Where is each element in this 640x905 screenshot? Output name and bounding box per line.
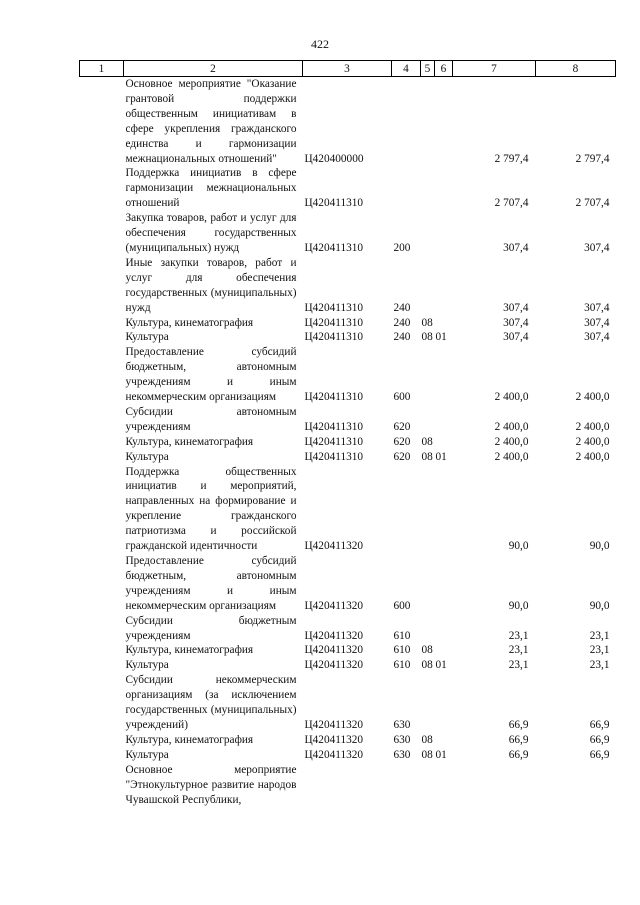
- target-article-code: Ц420411310: [304, 420, 364, 433]
- expense-type-code: 600: [393, 599, 411, 612]
- amount-col7: 90,0: [508, 540, 529, 553]
- section-code: [421, 405, 435, 435]
- expense-type-code: 630: [393, 733, 411, 746]
- row-number-cell: [80, 763, 124, 808]
- target-article-code: Ц420411320: [304, 540, 364, 553]
- section-code: [421, 554, 435, 614]
- section-code: [421, 77, 435, 167]
- table-row: [80, 658, 616, 673]
- item-name: Иные закупки товаров, работ и услуг для обеспечения государственных (муниципальных) нужд: [125, 256, 297, 314]
- item-name: Культура: [125, 748, 169, 761]
- amount-col8: 23,1: [589, 644, 610, 657]
- table-row: [80, 345, 616, 405]
- item-name: Культура, кинематография: [125, 733, 254, 746]
- target-article-code: Ц420411310: [304, 197, 364, 210]
- row-number-cell: [80, 77, 124, 167]
- section-code: 08: [421, 316, 433, 329]
- subsection-code: 01: [435, 659, 447, 672]
- amount-col8: 2 797,4: [575, 152, 610, 165]
- page-number: 422: [311, 37, 329, 51]
- amount-col7: [453, 763, 536, 808]
- table-row: [80, 256, 616, 316]
- row-number-cell: [80, 435, 124, 450]
- amount-col7: 307,4: [503, 241, 529, 254]
- row-number-cell: [80, 450, 124, 465]
- section-code: 08: [421, 450, 433, 463]
- amount-col8: 90,0: [589, 540, 610, 553]
- expense-type-code: 600: [393, 391, 411, 404]
- expense-type-code: 610: [393, 629, 411, 642]
- subsection-code: [435, 166, 453, 211]
- item-name: Поддержка инициатив в сфере гармонизации межнациональных отношений: [125, 167, 297, 210]
- amount-col8: 2 400,0: [575, 420, 610, 433]
- target-article-code: Ц420411310: [304, 241, 364, 254]
- subsection-code: [435, 673, 453, 733]
- column-number: 4: [392, 61, 421, 77]
- amount-col7: 2 797,4: [494, 152, 529, 165]
- target-article-code: Ц420411320: [304, 748, 364, 761]
- amount-col7: 2 400,0: [494, 420, 529, 433]
- target-article-code: Ц420411310: [304, 391, 364, 404]
- row-number-cell: [80, 211, 124, 256]
- expense-type-code: 240: [393, 316, 411, 329]
- target-article-code: Ц420411310: [304, 331, 364, 344]
- item-name: Субсидии некоммерческим организациям (за исключением государственных (муниципальных) учреждений): [125, 674, 297, 731]
- expense-type-code: 610: [393, 659, 411, 672]
- amount-col8: 66,9: [589, 718, 610, 731]
- amount-col7: 90,0: [508, 599, 529, 612]
- expense-type-code: 200: [393, 241, 411, 254]
- subsection-code: 01: [435, 331, 447, 344]
- table-row: [80, 673, 616, 733]
- column-number: 3: [303, 61, 392, 77]
- expense-type-code: 620: [393, 435, 411, 448]
- subsection-code: 01: [435, 450, 447, 463]
- section-code: 08: [421, 733, 433, 746]
- subsection-code: [435, 733, 453, 748]
- amount-col7: 2 707,4: [494, 197, 529, 210]
- amount-col7: 23,1: [508, 629, 529, 642]
- amount-col8: 2 400,0: [575, 391, 610, 404]
- column-number-row: [80, 61, 616, 77]
- target-article-code: Ц420411310: [304, 450, 364, 463]
- row-number-cell: [80, 345, 124, 405]
- amount-col8: 2 400,0: [575, 435, 610, 448]
- expense-type-code: 630: [393, 748, 411, 761]
- amount-col7: 2 400,0: [494, 450, 529, 463]
- row-number-cell: [80, 465, 124, 554]
- amount-col7: 307,4: [503, 316, 529, 329]
- item-name: Культура: [125, 331, 169, 344]
- amount-col8: [536, 763, 616, 808]
- column-number: 2: [124, 61, 303, 77]
- row-number-cell: [80, 405, 124, 435]
- row-number-cell: [80, 673, 124, 733]
- subsection-code: [435, 554, 453, 614]
- amount-col8: 307,4: [584, 316, 610, 329]
- row-number-cell: [80, 316, 124, 331]
- table-row: [80, 316, 616, 331]
- expense-type-code: 240: [393, 301, 411, 314]
- amount-col7: 66,9: [508, 733, 529, 746]
- amount-col8: 2 400,0: [575, 450, 610, 463]
- item-name: Предоставление субсидий бюджетным, автономным учреждениям и иным некоммерческим организациям: [125, 555, 297, 612]
- item-name: Культура: [125, 659, 169, 672]
- column-number: 5: [421, 61, 435, 77]
- target-article-code: [303, 763, 392, 808]
- row-number-cell: [80, 554, 124, 614]
- item-name: Основное мероприятие "Оказание грантовой поддержки общественным инициативам в сфере укрепления гражданского единства и гармонизации межнациональных отношений": [125, 78, 297, 165]
- table-row: [80, 211, 616, 256]
- column-number: 7: [453, 61, 536, 77]
- expense-type-code: 630: [393, 718, 411, 731]
- budget-table: [79, 60, 616, 807]
- section-code: 08: [421, 659, 433, 672]
- section-code: [421, 673, 435, 733]
- item-name: Предоставление субсидий бюджетным, автономным учреждениям и иным некоммерческим организациям: [125, 346, 297, 404]
- item-name: Поддержка общественных инициатив и мероприятий, направленных на формирование и укрепление гражданского патриотизма и российской гражданской идентичности: [125, 465, 297, 553]
- amount-col8: 307,4: [584, 241, 610, 254]
- column-number: 8: [536, 61, 616, 77]
- amount-col8: 307,4: [584, 331, 610, 344]
- expense-type-code: 240: [393, 331, 411, 344]
- target-article-code: Ц420411310: [304, 301, 364, 314]
- section-code: 08: [421, 331, 433, 344]
- table-row: [80, 763, 616, 808]
- amount-col8: 307,4: [584, 301, 610, 314]
- subsection-code: [435, 614, 453, 644]
- row-number-cell: [80, 256, 124, 316]
- subsection-code: [435, 211, 453, 256]
- section-code: 08: [421, 748, 433, 761]
- section-code: [421, 763, 435, 808]
- amount-col8: 66,9: [589, 733, 610, 746]
- section-code: [421, 614, 435, 644]
- section-code: [421, 465, 435, 554]
- expense-type-code: 610: [393, 644, 411, 657]
- subsection-code: [435, 435, 453, 450]
- amount-col7: 2 400,0: [494, 435, 529, 448]
- item-name: Субсидии бюджетным учреждениям: [125, 614, 297, 642]
- row-number-cell: [80, 643, 124, 658]
- section-code: 08: [421, 644, 433, 657]
- row-number-cell: [80, 658, 124, 673]
- table-row: [80, 614, 616, 644]
- row-number-cell: [80, 733, 124, 748]
- subsection-code: [435, 465, 453, 554]
- section-code: [421, 256, 435, 316]
- expense-type-code: [392, 77, 421, 167]
- subsection-code: [435, 345, 453, 405]
- table-row: [80, 733, 616, 748]
- amount-col8: 90,0: [589, 599, 610, 612]
- table-row: [80, 435, 616, 450]
- target-article-code: Ц420411310: [304, 316, 364, 329]
- subsection-code: 01: [435, 748, 447, 761]
- table-row: [80, 748, 616, 763]
- subsection-code: [435, 77, 453, 167]
- item-name: Культура, кинематография: [125, 316, 254, 329]
- row-number-cell: [80, 330, 124, 345]
- expense-type-code: [392, 763, 421, 808]
- table-row: [80, 465, 616, 554]
- item-name: Закупка товаров, работ и услуг для обеспечения государственных (муниципальных) нужд: [125, 212, 297, 254]
- amount-col7: 307,4: [503, 331, 529, 344]
- subsection-code: [435, 643, 453, 658]
- section-code: [421, 166, 435, 211]
- target-article-code: Ц420411320: [304, 629, 364, 642]
- table-row: [80, 643, 616, 658]
- amount-col7: 66,9: [508, 718, 529, 731]
- amount-col7: 23,1: [508, 644, 529, 657]
- item-name: Субсидии автономным учреждениям: [125, 405, 297, 433]
- item-name: Культура: [125, 450, 169, 463]
- target-article-code: Ц420411320: [304, 599, 364, 612]
- amount-col7: 307,4: [503, 301, 529, 314]
- column-number: 6: [435, 61, 453, 77]
- item-name: Культура, кинематография: [125, 644, 254, 657]
- amount-col7: 23,1: [508, 659, 529, 672]
- table-row: [80, 450, 616, 465]
- table-row: [80, 77, 616, 167]
- expense-type-code: [392, 465, 421, 554]
- subsection-code: [435, 256, 453, 316]
- expense-type-code: 620: [393, 420, 411, 433]
- section-code: 08: [421, 435, 433, 448]
- column-number: 1: [80, 61, 124, 77]
- target-article-code: Ц420411310: [304, 435, 364, 448]
- amount-col7: 66,9: [508, 748, 529, 761]
- target-article-code: Ц420411320: [304, 733, 364, 746]
- item-name: Основное мероприятие "Этнокультурное развитие народов Чувашской Республики,: [125, 763, 297, 806]
- table-row: [80, 554, 616, 614]
- subsection-code: [435, 763, 453, 808]
- subsection-code: [435, 405, 453, 435]
- item-name: Культура, кинематография: [125, 435, 254, 448]
- section-code: [421, 345, 435, 405]
- target-article-code: Ц420411320: [304, 718, 364, 731]
- amount-col8: 66,9: [589, 748, 610, 761]
- amount-col8: 2 707,4: [575, 197, 610, 210]
- section-code: [421, 211, 435, 256]
- expense-type-code: [392, 166, 421, 211]
- table-row: [80, 166, 616, 211]
- table-row: [80, 330, 616, 345]
- row-number-cell: [80, 166, 124, 211]
- amount-col7: 2 400,0: [494, 391, 529, 404]
- expense-type-code: 620: [393, 450, 411, 463]
- target-article-code: Ц420411320: [304, 644, 364, 657]
- amount-col8: 23,1: [589, 629, 610, 642]
- subsection-code: [435, 316, 453, 331]
- amount-col8: 23,1: [589, 659, 610, 672]
- table-row: [80, 405, 616, 435]
- row-number-cell: [80, 748, 124, 763]
- row-number-cell: [80, 614, 124, 644]
- target-article-code: Ц420411320: [304, 659, 364, 672]
- target-article-code: Ц420400000: [304, 152, 364, 165]
